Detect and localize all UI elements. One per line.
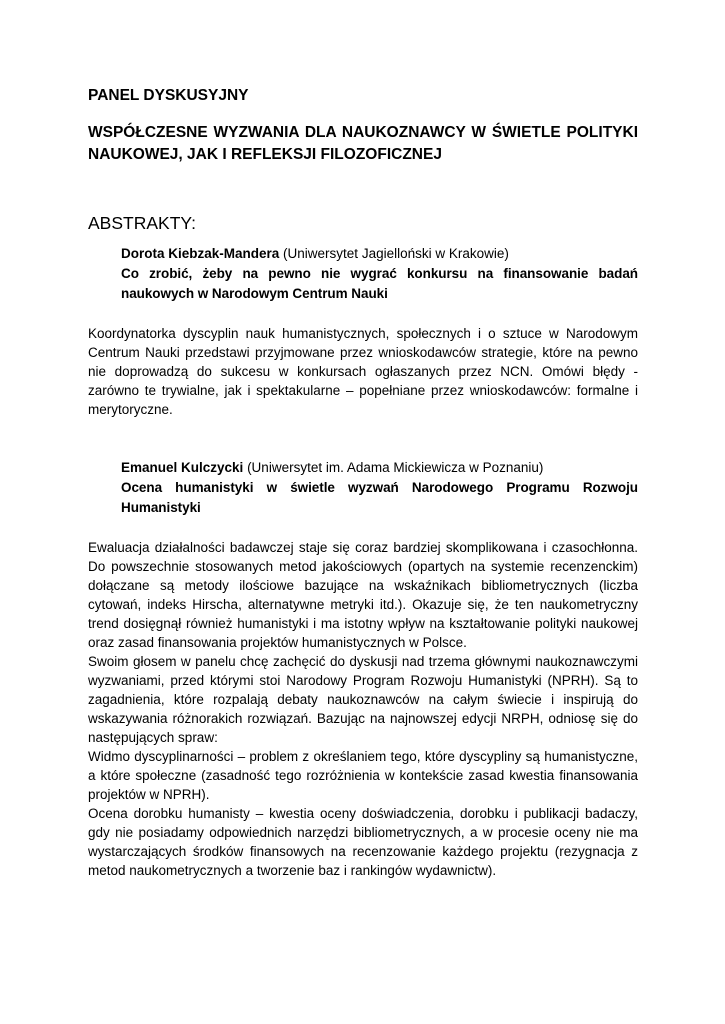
abstract-paragraph: Swoim głosem w panelu chcę zachęcić do dyskusji nad trzema głównymi naukoznawczymi wyzwaniami, przed którymi stoi Narodowy Program Rozwoju Humanistyki (NPRH). Są to zagadnienia, które rozpalają debaty naukoznawców na całym świecie i inspirują do wskazywania różnorakich rozwiązań. Bazując na najnowszej edycji NRPH, odniosę się do następujących spraw: [88,654,638,745]
panel-title: WSPÓŁCZESNE WYZWANIA DLA NAUKOZNAWCY W ŚWIETLE POLITYKI NAUKOWEJ, JAK I REFLEKSJI FILOZOFICZNEJ [88,124,638,163]
speaker-line [121,244,638,264]
speaker-affiliation: (Uniwersytet Jagielloński w Krakowie) [279,246,509,261]
talk-header [121,244,638,304]
talk-header [121,458,638,518]
abstract-paragraph: Ocena dorobku humanisty – kwestia oceny doświadczenia, dorobku i publikacji badaczy, gdy nie posiadamy odpowiednich narzędzi bibliometrycznych, a w procesie oceny nie ma wystarczających środków finansowych na recenzowanie każdego projektu (rezygnacja z metod naukometrycznych a tworzenie baz i rankingów wydawnictw). [88,806,638,878]
panel-label: PANEL DYSKUSYJNY [88,87,249,104]
speaker-name: Dorota Kiebzak-Mandera [121,246,280,261]
speaker-name: Emanuel Kulczycki [121,460,244,475]
talk-abstract [88,324,638,419]
abstract-paragraph: Ewaluacja działalności badawczej staje się coraz bardziej skomplikowana i czasochłonna. Do powszechnie stosowanych metod jakościowych (opartych na systemie recenzenckim) dołączane są metody ilościowe bazujące na wskaźnikach bibliometrycznych (liczba cytowań, indeks Hirscha, alternatywne metryki itd.). Okazuje się, że ten naukometryczny trend dosięgnął również humanistyki i ma istotny wpływ na kształtowanie polityki naukowej oraz zasad finansowania projektów humanistycznych w Polsce. [88,540,638,650]
speaker-line [121,458,638,478]
talk-abstract [88,538,638,880]
talk-title: Co zrobić, żeby na pewno nie wygrać konkursu na finansowanie badań naukowych w Narodowym Centrum Nauki [121,266,638,301]
abstracts-heading: ABSTRAKTY: [88,213,196,233]
speaker-affiliation: (Uniwersytet im. Adama Mickiewicza w Poznaniu) [243,460,544,475]
abstract-paragraph: Widmo dyscyplinarności – problem z określaniem tego, które dyscypliny są humanistyczne, a które społeczne (zasadność tego rozróżnienia w kontekście zasad kwestia finansowania projektów w NPRH). [88,749,638,802]
talk-title: Ocena humanistyki w świetle wyzwań Narodowego Programu Rozwoju Humanistyki [121,480,638,515]
abstract-paragraph: Koordynatorka dyscyplin nauk humanistycznych, społecznych i o sztuce w Narodowym Centrum Nauki przedstawi przyjmowane przez wnioskodawców strategie, które na pewno nie doprowadzą do sukcesu w konkursach ogłaszanych przez NCN. Omówi błędy - zarówno te trywialne, jak i spektakularne – popełniane przez wnioskodawców: formalne i merytoryczne. [88,326,638,417]
